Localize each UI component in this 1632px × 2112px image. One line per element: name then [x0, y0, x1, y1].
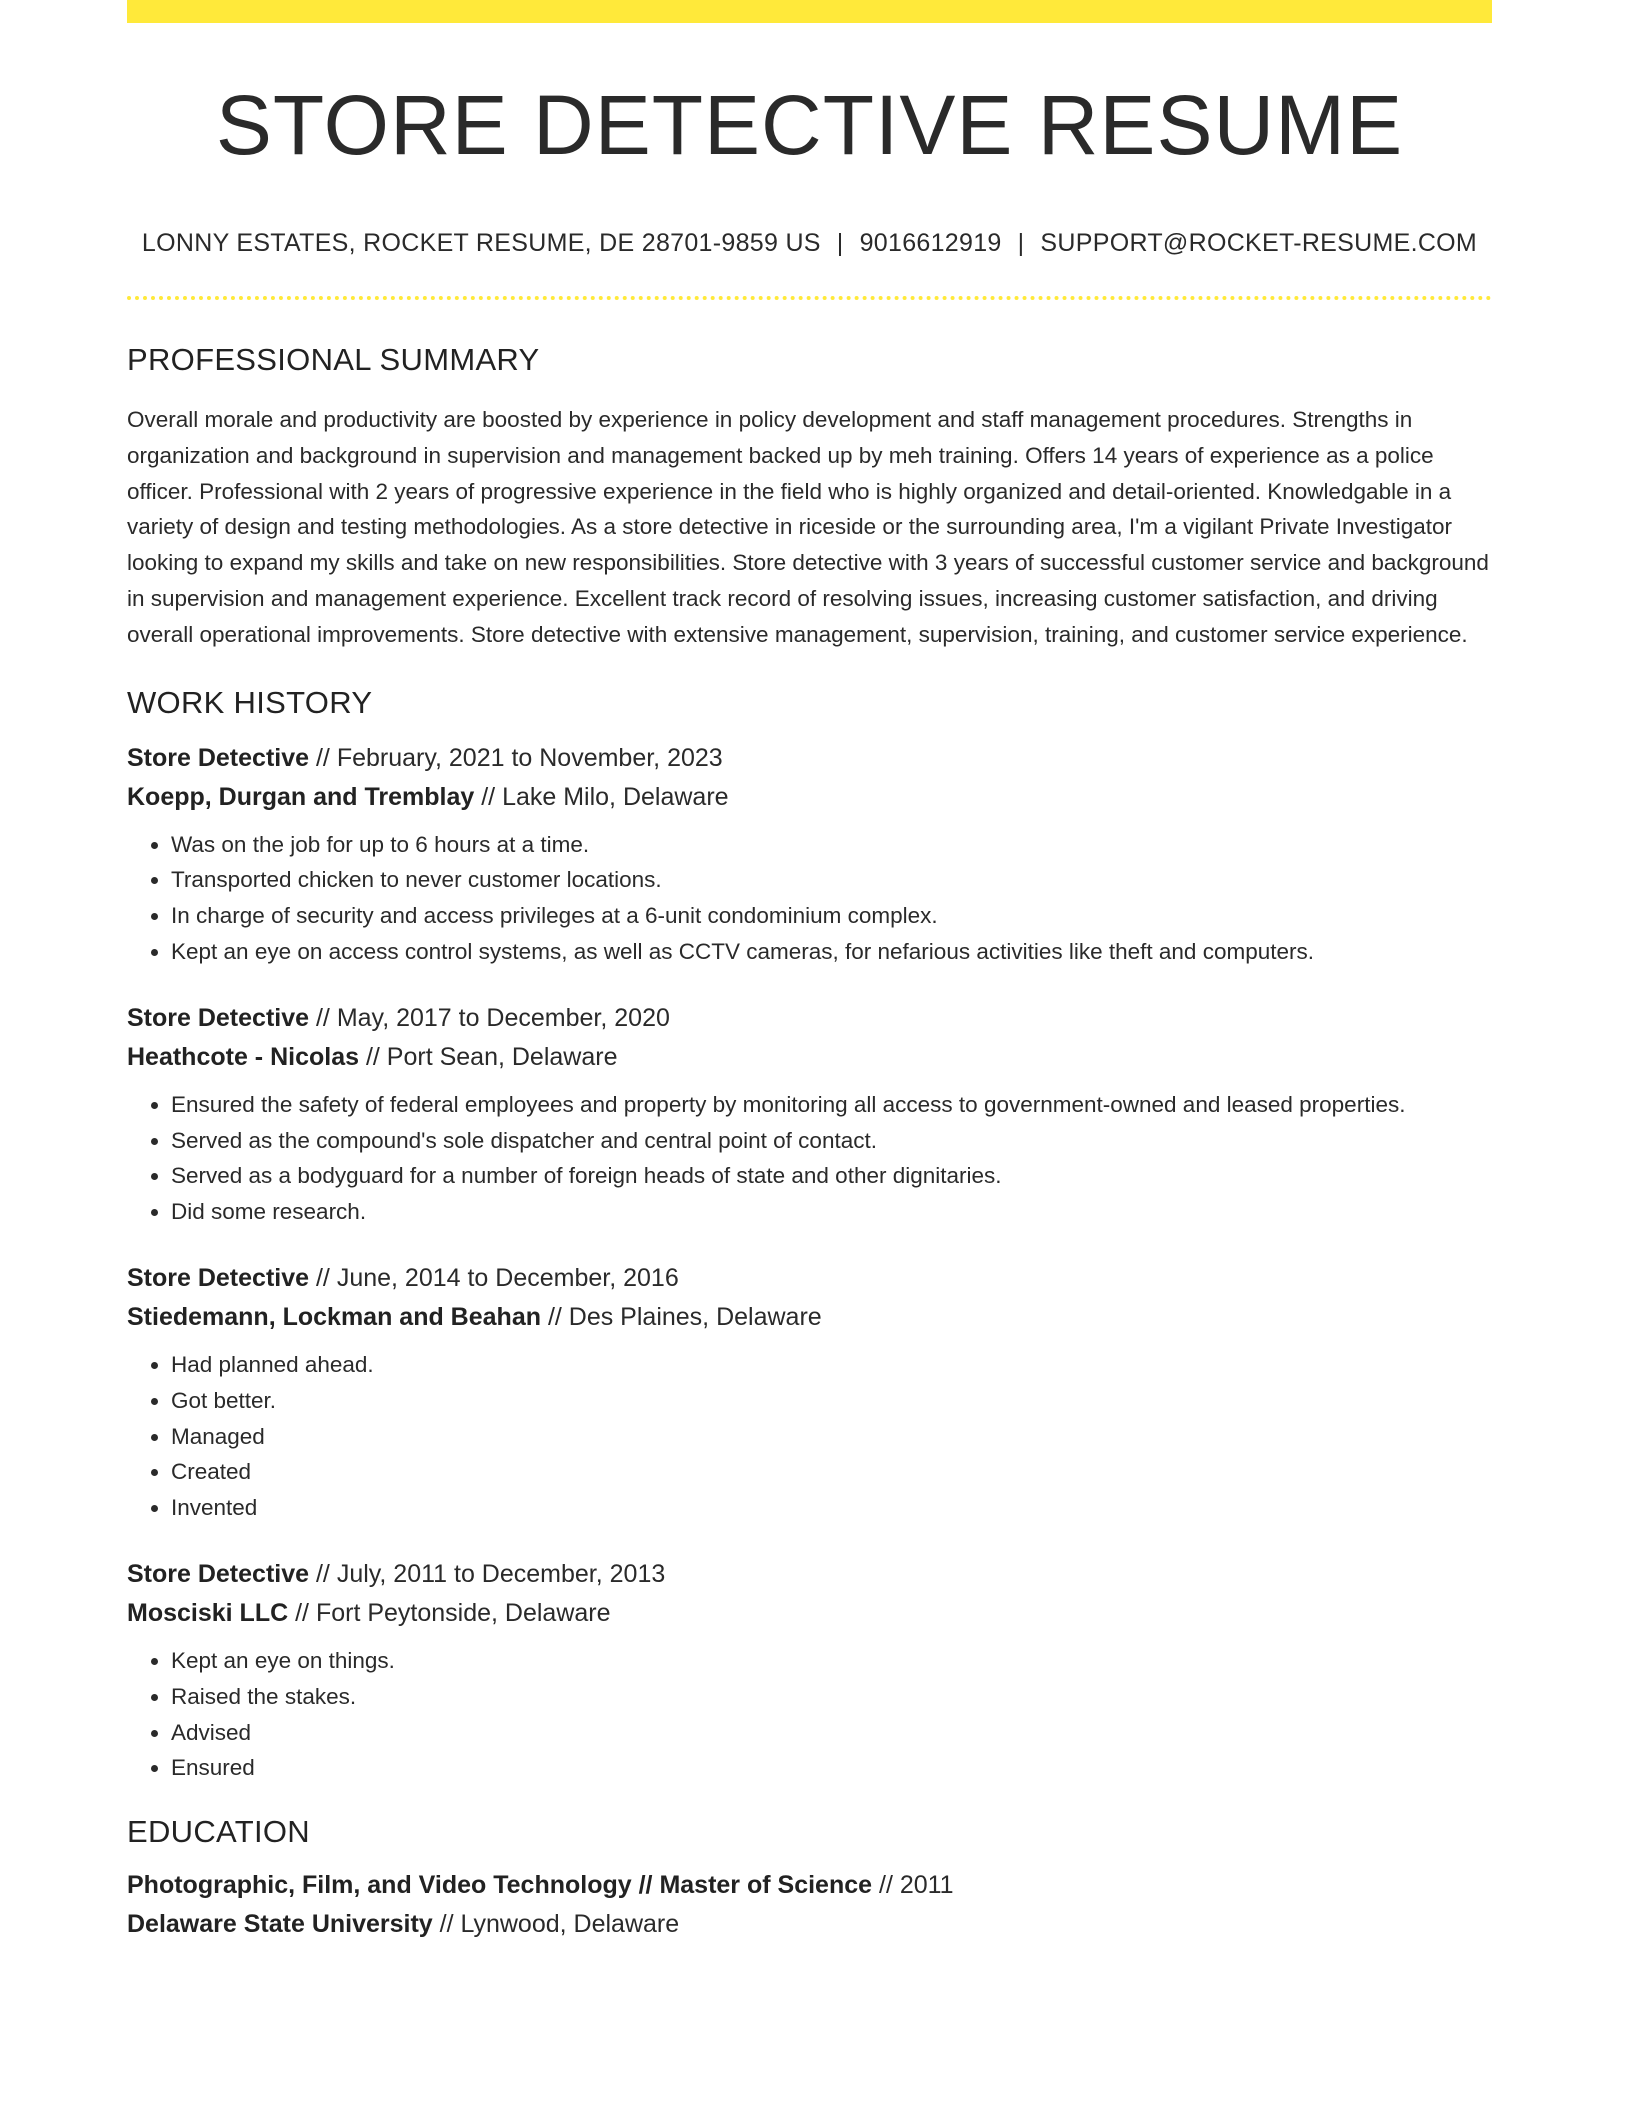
job-role-line — [127, 1555, 1492, 1594]
job-entry — [127, 1555, 1492, 1786]
job-role: Store Detective — [127, 743, 310, 772]
job-bullet: • Transported chicken to never customer locations. — [171, 862, 1492, 898]
job-role-line — [127, 739, 1492, 778]
education-school-line — [127, 1905, 1492, 1944]
job-location: // Port Sean, Delaware — [359, 1042, 618, 1071]
education-school: Delaware State University — [127, 1910, 433, 1939]
resume-page — [127, 0, 1492, 1944]
job-company: Koepp, Durgan and Tremblay — [127, 782, 475, 811]
job-bullet: • Did some research. — [171, 1194, 1492, 1230]
contact-email: SUPPORT@ROCKET-RESUME.COM — [1040, 229, 1478, 257]
job-bullets — [127, 1087, 1492, 1230]
job-dates: // June, 2014 to December, 2016 — [309, 1263, 679, 1292]
education-year: // 2011 — [872, 1871, 954, 1900]
summary-text: Overall morale and productivity are boosted by experience in policy development and staff management procedures. Strengths in organization and background in supervision and management backed up by meh training. Offers 14 years of experience as a police officer. Professional with 2 years of progressive experience in the field who is highly organized and detail-oriented. Knowledgable in a variety of design and testing methodologies. As a store detective in riceside or the surrounding area, I'm a vigilant Private Investigator looking to expand my skills and take on new responsibilities. Store detective with 3 years of successful customer service and background in supervision and management experience. Excellent track record of resolving issues, increasing customer satisfaction, and driving overall operational improvements. Store detective with extensive management, supervision, training, and customer service experience. — [127, 407, 1489, 647]
job-bullet: • Invented — [171, 1490, 1492, 1526]
job-bullets — [127, 1347, 1492, 1526]
contact-line — [127, 229, 1492, 258]
education-location: // Lynwood, Delaware — [432, 1910, 680, 1939]
job-bullet: • Ensured — [171, 1750, 1492, 1786]
job-company-line — [127, 1038, 1492, 1077]
job-bullet: • Raised the stakes. — [171, 1679, 1492, 1715]
resume-title: STORE DETECTIVE RESUME — [215, 78, 1404, 172]
job-company: Mosciski LLC — [127, 1598, 289, 1627]
job-bullet: • Had planned ahead. — [171, 1347, 1492, 1383]
job-bullets — [127, 827, 1492, 970]
job-bullet: • Created — [171, 1454, 1492, 1490]
job-role-line — [127, 1259, 1492, 1298]
education-entry — [127, 1866, 1492, 1944]
job-bullets — [127, 1643, 1492, 1786]
contact-phone: 9016612919 — [859, 229, 1002, 257]
education-heading: EDUCATION — [127, 1814, 310, 1850]
work-history-heading: WORK HISTORY — [127, 684, 373, 720]
job-company-line — [127, 1298, 1492, 1337]
job-location: // Des Plaines, Delaware — [541, 1302, 822, 1331]
job-bullet: • Served as the compound's sole dispatcher and central point of contact. — [171, 1123, 1492, 1159]
job-dates: // May, 2017 to December, 2020 — [309, 1003, 670, 1032]
job-bullet: • In charge of security and access privileges at a 6-unit condominium complex. — [171, 898, 1492, 934]
job-entry — [127, 1259, 1492, 1526]
job-bullet: • Got better. — [171, 1383, 1492, 1419]
job-bullet: • Kept an eye on things. — [171, 1643, 1492, 1679]
job-bullet: • Managed — [171, 1419, 1492, 1455]
job-role-line — [127, 999, 1492, 1038]
contact-separator: | — [1017, 229, 1025, 257]
job-location: // Fort Peytonside, Delaware — [288, 1598, 611, 1627]
job-company-line — [127, 1594, 1492, 1633]
job-role: Store Detective — [127, 1559, 310, 1588]
job-company: Heathcote - Nicolas — [127, 1042, 360, 1071]
contact-separator: | — [836, 229, 844, 257]
job-entry — [127, 739, 1492, 970]
job-bullet: • Kept an eye on access control systems, as well as CCTV cameras, for nefarious activities like theft and computers. — [171, 934, 1492, 970]
job-bullet: • Was on the job for up to 6 hours at a time. — [171, 827, 1492, 863]
job-bullet: • Advised — [171, 1715, 1492, 1751]
job-bullet: • Ensured the safety of federal employees and property by monitoring all access to government-owned and leased properties. — [171, 1087, 1492, 1123]
summary-heading: PROFESSIONAL SUMMARY — [127, 342, 540, 377]
job-company: Stiedemann, Lockman and Beahan — [127, 1302, 541, 1331]
contact-address: LONNY ESTATES, ROCKET RESUME, DE 28701-9859 US — [141, 229, 821, 257]
education-degree: Photographic, Film, and Video Technology // Master of Science — [127, 1871, 873, 1900]
top-accent-bar — [127, 0, 1492, 23]
job-location: // Lake Milo, Delaware — [474, 782, 729, 811]
job-entry — [127, 999, 1492, 1230]
job-role: Store Detective — [127, 1263, 310, 1292]
job-bullet: • Served as a bodyguard for a number of foreign heads of state and other dignitaries. — [171, 1158, 1492, 1194]
dotted-divider — [127, 296, 1492, 300]
job-role: Store Detective — [127, 1003, 310, 1032]
job-dates: // July, 2011 to December, 2013 — [309, 1559, 666, 1588]
job-dates: // February, 2021 to November, 2023 — [309, 743, 723, 772]
job-company-line — [127, 778, 1492, 817]
education-degree-line — [127, 1866, 1492, 1905]
